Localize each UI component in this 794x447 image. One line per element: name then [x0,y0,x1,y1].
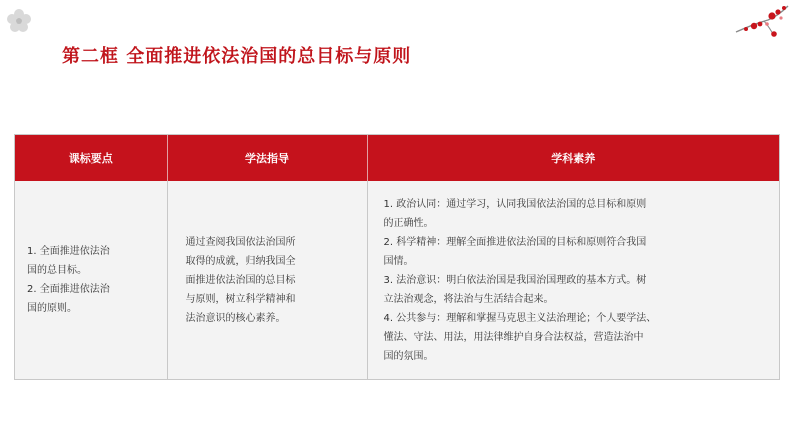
cell-line: 2. 科学精神：理解全面推进依法治国的目标和原则符合我国 [383,236,647,248]
header-curriculum-points: 课标要点 [15,135,167,181]
table-header-row [15,135,779,181]
course-table [14,134,780,380]
cell-line: 与原则，树立科学精神和 [185,293,296,305]
cell-line: 国的总目标。 [27,265,87,276]
cell-subject-literacy [367,181,779,379]
cell-line: 的正确性。 [383,217,434,229]
cell-line: 1. 政治认同：通过学习，认同我国依法治国的总目标和原则 [383,198,647,210]
cell-line: 2. 全面推进依法治 [27,284,110,295]
cell-line: 法治意识的核心素养。 [185,312,286,324]
cell-line: 国情。 [383,255,414,267]
header-study-guidance: 学法指导 [167,135,367,181]
cell-study-guidance [167,181,367,379]
cell-line: 通过查阅我国依法治国所 [185,236,296,248]
cell-curriculum-points [15,181,167,379]
plum-branch-icon [734,2,790,42]
page-title: 第二框 全面推进依法治国的总目标与原则 [62,46,412,67]
table-row [15,181,779,379]
cell-line: 懂法、守法、用法，用法律维护自身合法权益，营造法治中 [383,331,644,343]
plum-blossom-icon [4,6,34,36]
cell-line: 国的氛围。 [383,350,434,362]
cell-line: 立法治观念，将法治与生活结合起来。 [383,293,554,305]
cell-line: 取得的成就，归纳我国全 [185,255,296,267]
header-subject-literacy: 学科素养 [367,135,779,181]
cell-line: 4. 公共参与：理解和掌握马克思主义法治理论；个人要学法、 [383,312,657,324]
cell-line: 3. 法治意识：明白依法治国是我国治国理政的基本方式。树 [383,274,647,286]
cell-line: 国的原则。 [27,303,77,314]
cell-line: 1. 全面推进依法治 [27,246,110,257]
cell-line: 面推进依法治国的总目标 [185,274,296,286]
